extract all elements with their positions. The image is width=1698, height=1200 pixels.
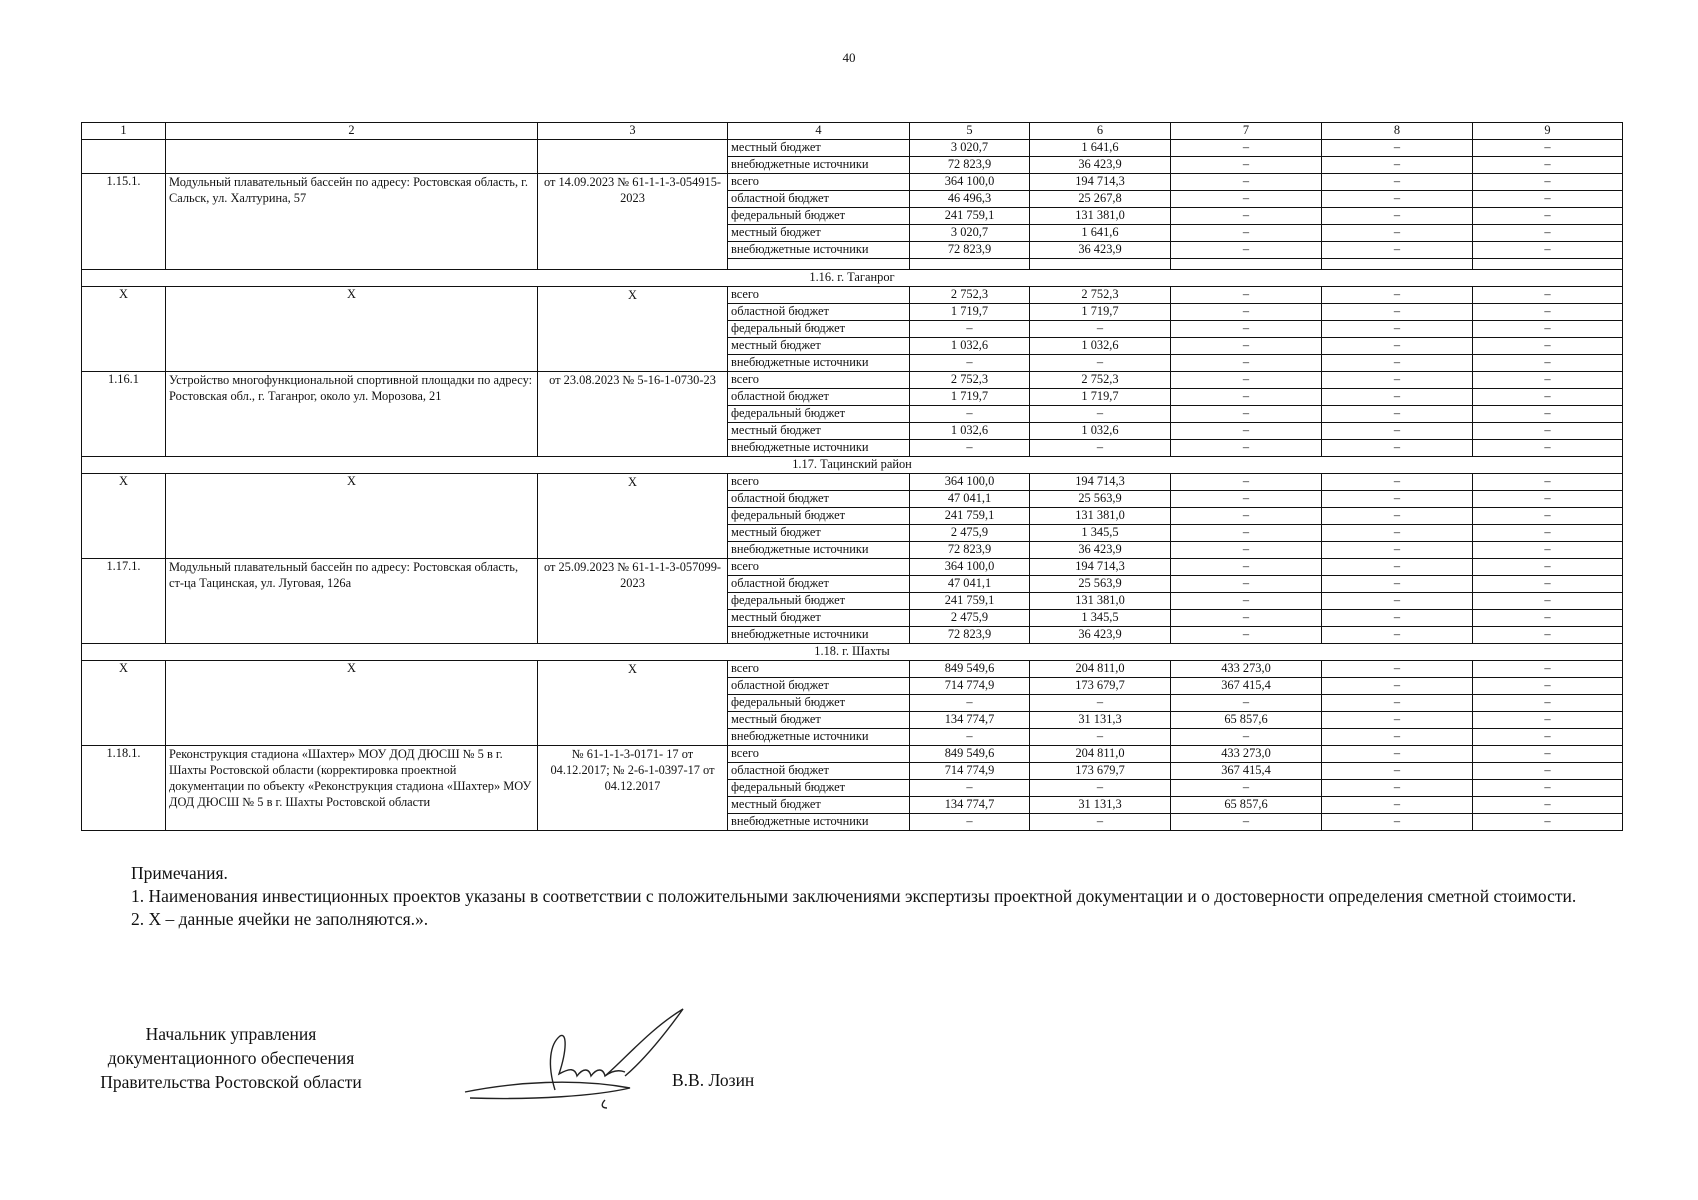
amount-cell: 1 032,6 [910, 423, 1030, 440]
amount-cell: – [910, 695, 1030, 712]
amount-cell: 204 811,0 [1030, 661, 1171, 678]
amount-cell: 433 273,0 [1171, 661, 1322, 678]
empty-cell [1030, 259, 1171, 270]
amount-cell: – [1322, 627, 1473, 644]
amount-cell: 173 679,7 [1030, 763, 1171, 780]
funding-source: внебюджетные источники [728, 627, 910, 644]
amount-cell: – [1171, 389, 1322, 406]
expertise-document: Х [538, 661, 728, 746]
amount-cell: – [1322, 695, 1473, 712]
amount-cell: 1 345,5 [1030, 610, 1171, 627]
amount-cell: – [1322, 593, 1473, 610]
amount-cell: – [1171, 508, 1322, 525]
amount-cell: – [1473, 525, 1623, 542]
amount-cell: – [1322, 406, 1473, 423]
amount-cell: 367 415,4 [1171, 678, 1322, 695]
table-row [82, 559, 1623, 576]
amount-cell: 47 041,1 [910, 576, 1030, 593]
funding-source: всего [728, 287, 910, 304]
amount-cell: – [1322, 372, 1473, 389]
funding-source: местный бюджет [728, 797, 910, 814]
amount-cell: – [1171, 542, 1322, 559]
amount-cell: – [910, 406, 1030, 423]
amount-cell: – [1171, 406, 1322, 423]
table-row [82, 474, 1623, 491]
project-name: Х [166, 287, 538, 372]
amount-cell: – [1473, 593, 1623, 610]
amount-cell: – [1171, 157, 1322, 174]
funding-source: федеральный бюджет [728, 593, 910, 610]
amount-cell: – [1171, 321, 1322, 338]
funding-source: внебюджетные источники [728, 355, 910, 372]
amount-cell: 433 273,0 [1171, 746, 1322, 763]
funding-source: всего [728, 174, 910, 191]
page-number: 40 [842, 50, 856, 65]
item-number: 1.16.1 [82, 372, 166, 457]
amount-cell: – [1171, 338, 1322, 355]
note-item: 2. Х – данные ячейки не заполняются.». [131, 909, 429, 929]
amount-cell: – [1171, 355, 1322, 372]
amount-cell: 65 857,6 [1171, 797, 1322, 814]
amount-cell: – [1171, 474, 1322, 491]
expertise-document: от 14.09.2023 № 61-1-1-3-054915-2023 [538, 174, 728, 270]
amount-cell: – [1473, 321, 1623, 338]
funding-source: федеральный бюджет [728, 406, 910, 423]
amount-cell: 72 823,9 [910, 542, 1030, 559]
amount-cell: – [1473, 440, 1623, 457]
empty-cell [910, 259, 1030, 270]
amount-cell: – [1473, 763, 1623, 780]
amount-cell: – [1171, 225, 1322, 242]
funding-source: местный бюджет [728, 525, 910, 542]
amount-cell: 1 641,6 [1030, 225, 1171, 242]
amount-cell: 241 759,1 [910, 208, 1030, 225]
amount-cell: – [1322, 746, 1473, 763]
amount-cell: – [1171, 729, 1322, 746]
amount-cell: – [1473, 423, 1623, 440]
amount-cell: – [1473, 225, 1623, 242]
amount-cell: – [1473, 355, 1623, 372]
table-row [82, 746, 1623, 763]
amount-cell: 2 752,3 [1030, 372, 1171, 389]
amount-cell: 1 719,7 [1030, 389, 1171, 406]
amount-cell: – [1322, 140, 1473, 157]
header-cell: 4 [728, 123, 910, 140]
funding-source: местный бюджет [728, 610, 910, 627]
funding-source: внебюджетные источники [728, 542, 910, 559]
amount-cell: 25 563,9 [1030, 491, 1171, 508]
amount-cell: 241 759,1 [910, 508, 1030, 525]
amount-cell: – [1473, 814, 1623, 831]
header-cell: 6 [1030, 123, 1171, 140]
header-cell: 3 [538, 123, 728, 140]
amount-cell: – [1322, 508, 1473, 525]
funding-source: всего [728, 372, 910, 389]
table-row [82, 287, 1623, 304]
amount-cell: – [1171, 174, 1322, 191]
funding-source: местный бюджет [728, 423, 910, 440]
amount-cell: – [1322, 661, 1473, 678]
table-body [82, 140, 1623, 831]
amount-cell: – [1473, 474, 1623, 491]
amount-cell: 65 857,6 [1171, 712, 1322, 729]
amount-cell: – [1171, 304, 1322, 321]
amount-cell: 131 381,0 [1030, 508, 1171, 525]
header-cell: 2 [166, 123, 538, 140]
funding-source: областной бюджет [728, 304, 910, 321]
amount-cell: 72 823,9 [910, 157, 1030, 174]
amount-cell: – [1473, 780, 1623, 797]
amount-cell: – [1171, 140, 1322, 157]
project-name: Х [166, 661, 538, 746]
project-name: Модульный плавательный бассейн по адресу: Ростовская область, ст-ца Тацинская, ул. Луговая, 126а [166, 559, 538, 644]
amount-cell: – [910, 355, 1030, 372]
table-row [82, 140, 1623, 157]
section-row [82, 270, 1623, 287]
amount-cell: – [1322, 712, 1473, 729]
amount-cell: 1 032,6 [910, 338, 1030, 355]
amount-cell: – [1473, 729, 1623, 746]
amount-cell: – [1473, 338, 1623, 355]
funding-source: местный бюджет [728, 712, 910, 729]
amount-cell: – [1171, 593, 1322, 610]
amount-cell: 849 549,6 [910, 661, 1030, 678]
empty-cell [1322, 259, 1473, 270]
header-cell: 9 [1473, 123, 1623, 140]
amount-cell: – [1030, 729, 1171, 746]
amount-cell: – [1322, 440, 1473, 457]
budget-table [81, 122, 1623, 831]
notes-section [81, 862, 1622, 931]
amount-cell: – [1171, 814, 1322, 831]
amount-cell: – [1171, 423, 1322, 440]
funding-source: местный бюджет [728, 225, 910, 242]
funding-source: всего [728, 746, 910, 763]
amount-cell: – [1171, 372, 1322, 389]
amount-cell: 25 563,9 [1030, 576, 1171, 593]
amount-cell: 31 131,3 [1030, 797, 1171, 814]
amount-cell: – [1473, 627, 1623, 644]
funding-source: федеральный бюджет [728, 321, 910, 338]
expertise-document: от 25.09.2023 № 61-1-1-3-057099-2023 [538, 559, 728, 644]
header-row [82, 123, 1623, 140]
amount-cell: 134 774,7 [910, 797, 1030, 814]
amount-cell: – [1030, 355, 1171, 372]
amount-cell: – [1322, 242, 1473, 259]
amount-cell: – [1322, 321, 1473, 338]
amount-cell: – [1171, 610, 1322, 627]
amount-cell: 131 381,0 [1030, 593, 1171, 610]
amount-cell: – [1171, 242, 1322, 259]
funding-source: областной бюджет [728, 576, 910, 593]
amount-cell: – [1473, 508, 1623, 525]
amount-cell: 2 475,9 [910, 525, 1030, 542]
amount-cell: – [1322, 610, 1473, 627]
amount-cell: 31 131,3 [1030, 712, 1171, 729]
amount-cell: 2 752,3 [910, 372, 1030, 389]
empty-cell [1473, 259, 1623, 270]
amount-cell: 46 496,3 [910, 191, 1030, 208]
funding-source: всего [728, 559, 910, 576]
amount-cell: – [1030, 695, 1171, 712]
amount-cell: – [1322, 174, 1473, 191]
amount-cell: 194 714,3 [1030, 174, 1171, 191]
amount-cell: 364 100,0 [910, 474, 1030, 491]
amount-cell: – [1322, 355, 1473, 372]
amount-cell: 72 823,9 [910, 627, 1030, 644]
amount-cell: – [1171, 525, 1322, 542]
amount-cell: 714 774,9 [910, 763, 1030, 780]
amount-cell: 36 423,9 [1030, 627, 1171, 644]
amount-cell: – [1171, 491, 1322, 508]
item-number: Х [82, 287, 166, 372]
section-title: 1.17. Тацинский район [82, 457, 1623, 474]
header-cell: 8 [1322, 123, 1473, 140]
expertise-document: Х [538, 287, 728, 372]
amount-cell: 1 719,7 [910, 304, 1030, 321]
amount-cell: 241 759,1 [910, 593, 1030, 610]
amount-cell: 2 752,3 [1030, 287, 1171, 304]
signatory-position-line: Правительства Ростовской области [100, 1072, 362, 1092]
amount-cell: 1 032,6 [1030, 338, 1171, 355]
amount-cell: – [910, 321, 1030, 338]
amount-cell: – [910, 780, 1030, 797]
amount-cell: – [1473, 242, 1623, 259]
continuation-doc-cell [538, 140, 728, 174]
continuation-num-cell [82, 140, 166, 174]
amount-cell: – [1473, 695, 1623, 712]
amount-cell: 204 811,0 [1030, 746, 1171, 763]
funding-source: областной бюджет [728, 191, 910, 208]
amount-cell: 36 423,9 [1030, 242, 1171, 259]
amount-cell: – [1322, 491, 1473, 508]
amount-cell: – [1171, 627, 1322, 644]
amount-cell: – [1030, 440, 1171, 457]
amount-cell: 36 423,9 [1030, 157, 1171, 174]
amount-cell: – [1473, 191, 1623, 208]
funding-source: федеральный бюджет [728, 508, 910, 525]
amount-cell: – [1030, 780, 1171, 797]
funding-source: федеральный бюджет [728, 695, 910, 712]
amount-cell: 1 641,6 [1030, 140, 1171, 157]
funding-source: областной бюджет [728, 389, 910, 406]
header-cell: 5 [910, 123, 1030, 140]
funding-source: внебюджетные источники [728, 157, 910, 174]
funding-source: внебюджетные источники [728, 440, 910, 457]
header-cell: 7 [1171, 123, 1322, 140]
section-title: 1.16. г. Таганрог [82, 270, 1623, 287]
amount-cell: – [1473, 746, 1623, 763]
project-name: Модульный плавательный бассейн по адресу: Ростовская область, г. Сальск, ул. Халтурина, 57 [166, 174, 538, 270]
amount-cell: 25 267,8 [1030, 191, 1171, 208]
amount-cell: – [1322, 225, 1473, 242]
amount-cell: – [1322, 780, 1473, 797]
header-cell: 1 [82, 123, 166, 140]
amount-cell: 367 415,4 [1171, 763, 1322, 780]
amount-cell: – [1473, 712, 1623, 729]
table-row [82, 174, 1623, 191]
signatory-position [81, 1022, 381, 1094]
expertise-document: от 23.08.2023 № 5-16-1-0730-23 [538, 372, 728, 457]
project-name: Устройство многофункциональной спортивной площадки по адресу: Ростовская обл., г. Таганрог, около ул. Морозова, 21 [166, 372, 538, 457]
expertise-document: № 61-1-1-3-0171- 17 от 04.12.2017; № 2-6-1-0397-17 от 04.12.2017 [538, 746, 728, 831]
amount-cell: – [910, 729, 1030, 746]
funding-source: федеральный бюджет [728, 208, 910, 225]
funding-source: внебюджетные источники [728, 729, 910, 746]
amount-cell: – [1322, 678, 1473, 695]
funding-source: внебюджетные источники [728, 814, 910, 831]
section-row [82, 644, 1623, 661]
amount-cell: 173 679,7 [1030, 678, 1171, 695]
amount-cell: 1 032,6 [1030, 423, 1171, 440]
amount-cell: 36 423,9 [1030, 542, 1171, 559]
amount-cell: – [1030, 814, 1171, 831]
amount-cell: – [1322, 287, 1473, 304]
amount-cell: 1 719,7 [910, 389, 1030, 406]
amount-cell: 714 774,9 [910, 678, 1030, 695]
amount-cell: 3 020,7 [910, 140, 1030, 157]
amount-cell: – [910, 440, 1030, 457]
amount-cell: – [1473, 576, 1623, 593]
amount-cell: 134 774,7 [910, 712, 1030, 729]
amount-cell: – [1473, 678, 1623, 695]
amount-cell: – [1322, 304, 1473, 321]
funding-source: областной бюджет [728, 491, 910, 508]
amount-cell: – [1473, 208, 1623, 225]
amount-cell: 72 823,9 [910, 242, 1030, 259]
item-number: 1.15.1. [82, 174, 166, 270]
amount-cell: 1 719,7 [1030, 304, 1171, 321]
amount-cell: – [1171, 287, 1322, 304]
amount-cell: – [1171, 780, 1322, 797]
continuation-name-cell [166, 140, 538, 174]
amount-cell: – [1473, 287, 1623, 304]
funding-source: местный бюджет [728, 140, 910, 157]
amount-cell: – [1473, 542, 1623, 559]
item-number: 1.18.1. [82, 746, 166, 831]
amount-cell: – [1322, 208, 1473, 225]
amount-cell: – [1473, 491, 1623, 508]
item-number: Х [82, 474, 166, 559]
notes-title: Примечания. [131, 863, 228, 883]
amount-cell: – [1322, 191, 1473, 208]
amount-cell: – [1322, 559, 1473, 576]
amount-cell: – [1171, 208, 1322, 225]
amount-cell: – [1322, 157, 1473, 174]
funding-source: федеральный бюджет [728, 780, 910, 797]
funding-source: областной бюджет [728, 763, 910, 780]
funding-source: всего [728, 474, 910, 491]
amount-cell: – [1473, 174, 1623, 191]
amount-cell: – [1473, 157, 1623, 174]
amount-cell: 3 020,7 [910, 225, 1030, 242]
amount-cell: 194 714,3 [1030, 559, 1171, 576]
amount-cell: – [1473, 797, 1623, 814]
amount-cell: 194 714,3 [1030, 474, 1171, 491]
table-header [82, 123, 1623, 140]
amount-cell: – [1322, 814, 1473, 831]
signatory-position-line: документационного обеспечения [107, 1048, 355, 1068]
handwritten-signature [455, 1004, 695, 1114]
item-number: 1.17.1. [82, 559, 166, 644]
note-item: 1. Наименования инвестиционных проектов указаны в соответствии с положительными заключениями экспертизы проектной документации и о достоверности определения сметной стоимости. [131, 886, 1577, 906]
project-name: Реконструкция стадиона «Шахтер» МОУ ДОД ДЮСШ № 5 в г. Шахты Ростовской области (корректировка проектной документации по объекту «Реконструкция стадиона «Шахтер» МОУ ДОД ДЮСШ № 5 в г. Шахты Ростовской области [166, 746, 538, 831]
funding-source: внебюджетные источники [728, 242, 910, 259]
amount-cell: – [1473, 372, 1623, 389]
amount-cell: – [1322, 423, 1473, 440]
funding-source: всего [728, 661, 910, 678]
amount-cell: – [1473, 304, 1623, 321]
empty-cell [728, 259, 910, 270]
empty-cell [1171, 259, 1322, 270]
amount-cell: 131 381,0 [1030, 208, 1171, 225]
amount-cell: – [1322, 542, 1473, 559]
amount-cell: 849 549,6 [910, 746, 1030, 763]
amount-cell: 2 475,9 [910, 610, 1030, 627]
amount-cell: – [1473, 140, 1623, 157]
project-name: Х [166, 474, 538, 559]
amount-cell: – [1030, 321, 1171, 338]
amount-cell: – [1473, 406, 1623, 423]
section-row [82, 457, 1623, 474]
amount-cell: 2 752,3 [910, 287, 1030, 304]
table-row [82, 661, 1623, 678]
expertise-document: Х [538, 474, 728, 559]
amount-cell: 47 041,1 [910, 491, 1030, 508]
section-title: 1.18. г. Шахты [82, 644, 1623, 661]
amount-cell: – [1473, 661, 1623, 678]
amount-cell: – [1322, 474, 1473, 491]
amount-cell: – [1171, 440, 1322, 457]
item-number: Х [82, 661, 166, 746]
signer-name: В.В. Лозин [672, 1070, 755, 1090]
amount-cell: – [1322, 729, 1473, 746]
amount-cell: – [1473, 389, 1623, 406]
funding-source: местный бюджет [728, 338, 910, 355]
funding-source: областной бюджет [728, 678, 910, 695]
amount-cell: 364 100,0 [910, 174, 1030, 191]
amount-cell: – [1322, 763, 1473, 780]
amount-cell: – [1322, 525, 1473, 542]
signatory-position-line: Начальник управления [145, 1024, 317, 1044]
table-row [82, 372, 1623, 389]
amount-cell: – [1171, 559, 1322, 576]
amount-cell: – [1030, 406, 1171, 423]
amount-cell: – [910, 814, 1030, 831]
amount-cell: – [1322, 797, 1473, 814]
amount-cell: – [1171, 695, 1322, 712]
amount-cell: 364 100,0 [910, 559, 1030, 576]
amount-cell: – [1322, 338, 1473, 355]
amount-cell: – [1473, 559, 1623, 576]
amount-cell: – [1171, 576, 1322, 593]
amount-cell: 1 345,5 [1030, 525, 1171, 542]
amount-cell: – [1322, 576, 1473, 593]
amount-cell: – [1473, 610, 1623, 627]
amount-cell: – [1171, 191, 1322, 208]
amount-cell: – [1322, 389, 1473, 406]
